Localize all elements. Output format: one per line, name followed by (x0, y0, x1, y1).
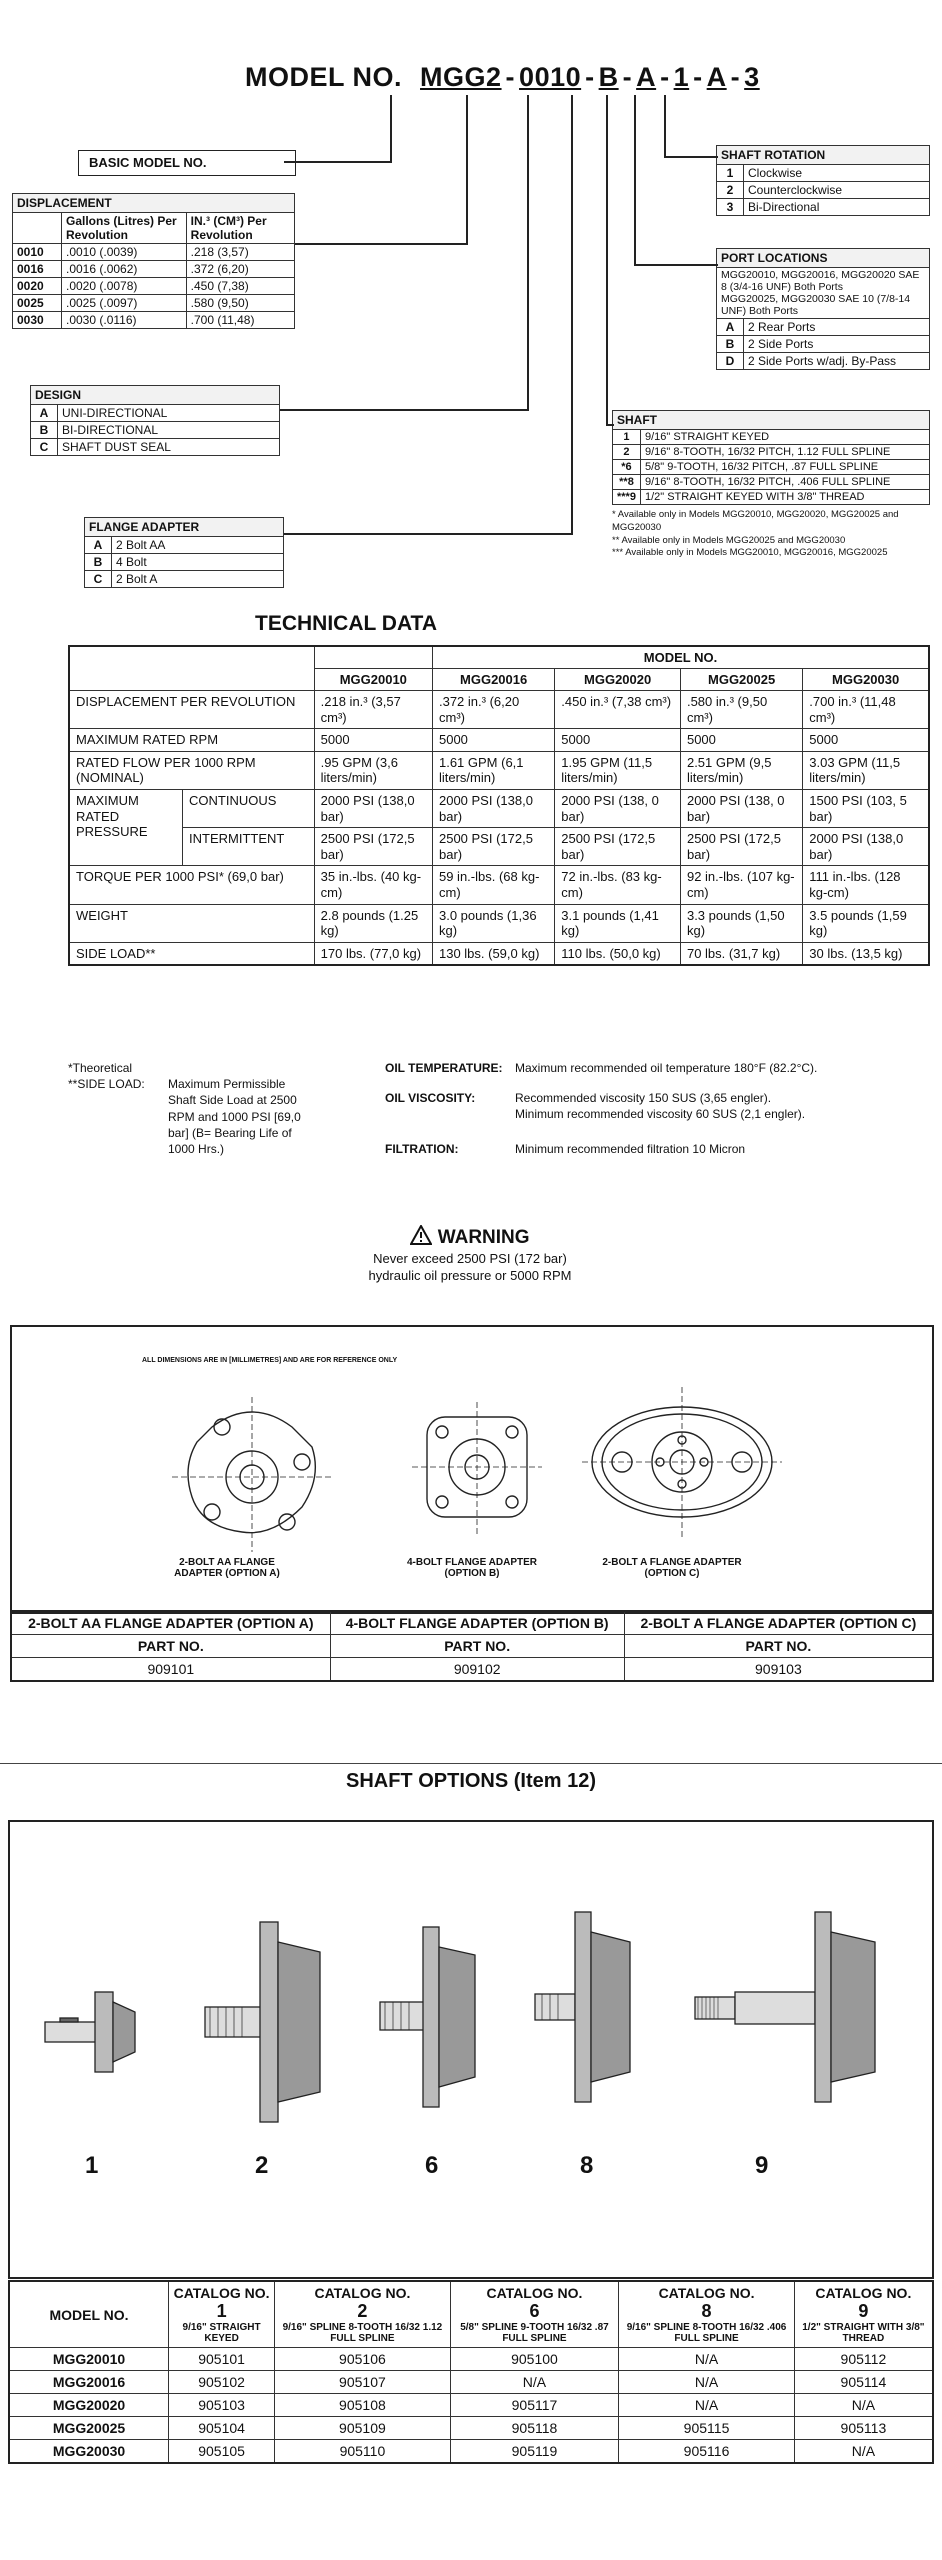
shaft-option-row (613, 475, 930, 490)
flange-part-number: 909102 (330, 1658, 624, 1682)
tech-row (69, 942, 929, 965)
catalog-value: 905105 (169, 2440, 275, 2464)
design-row (31, 405, 280, 422)
displacement-code: 0010 (13, 244, 62, 261)
catalog-value: 905112 (794, 2348, 933, 2371)
shaft-option-row (613, 445, 930, 460)
tech-cell: 1500 PSI (103, 5 bar) (803, 789, 929, 827)
catalog-value: N/A (619, 2348, 795, 2371)
catalog-value: 905115 (619, 2417, 795, 2440)
flange-adapter-row (85, 571, 284, 588)
catalog-model: MGG20016 (9, 2371, 169, 2394)
tech-row-label: SIDE LOAD** (69, 942, 314, 965)
shaft-drawing-2 (200, 1912, 330, 2132)
warning-line-1: Never exceed 2500 PSI (172 bar) (373, 1250, 567, 1266)
displacement-code: 0025 (13, 295, 62, 312)
shaft-option-row (613, 490, 930, 505)
port-location-label: 2 Side Ports (744, 336, 930, 353)
model-code-dash: - (585, 62, 595, 92)
flange-part-no-label: PART NO. (330, 1635, 624, 1658)
catalog-col-header (794, 2281, 933, 2348)
tech-model-header: MGG20025 (680, 669, 802, 691)
design-code: C (31, 439, 58, 456)
tech-cell: 2500 PSI (172,5 bar) (680, 828, 802, 866)
tech-cell: 2000 PSI (138,0 bar) (803, 828, 929, 866)
model-code-segment: 1 (673, 62, 690, 92)
tech-cell: 2500 PSI (172,5 bar) (314, 828, 432, 866)
catalog-value: 905102 (169, 2371, 275, 2394)
tech-cell: 2500 PSI (172,5 bar) (432, 828, 554, 866)
shaft-option-label: 1 (85, 2152, 99, 2179)
model-label: MODEL NO. (245, 62, 403, 92)
shaft-rotation-code: 1 (717, 165, 744, 182)
catalog-no-label: CATALOG NO. (173, 2285, 270, 2301)
catalog-no-label: CATALOG NO. (658, 2285, 755, 2301)
shaft-option-row (613, 430, 930, 445)
shaft-rotation-row (717, 165, 930, 182)
tech-cell: 5000 (314, 729, 432, 752)
catalog-col-desc: 9/16" SPLINE 8-TOOTH 16/32 1.12 FULL SPLINE (282, 2322, 443, 2344)
tech-cell: 2000 PSI (138,0 bar) (432, 789, 554, 827)
catalog-table (8, 2280, 934, 2464)
flange-adapter-box (84, 517, 284, 588)
flange-drawing-option-b (412, 1397, 542, 1547)
filtration-label: FILTRATION: (385, 1141, 459, 1156)
port-location-code: D (717, 353, 744, 370)
displacement-inches: .580 (9,50) (186, 295, 294, 312)
flange-table-header: 2-BOLT A FLANGE ADAPTER (OPTION C) (624, 1611, 933, 1635)
shaft-option-label: 9/16" 8-TOOTH, 16/32 PITCH, .406 FULL SPLINE (640, 475, 929, 490)
shaft-rotation-label: Bi-Directional (744, 199, 930, 216)
model-code-parts (418, 62, 762, 92)
catalog-value: 905106 (275, 2348, 451, 2371)
shaft-option-label: 8 (580, 2152, 594, 2179)
catalog-col-desc: 9/16" STRAIGHT KEYED (182, 2322, 261, 2344)
shaft-option-label: 9 (755, 2152, 769, 2179)
port-location-label: 2 Side Ports w/adj. By-Pass (744, 353, 930, 370)
basic-model-box (78, 150, 296, 176)
displacement-inches: .450 (7,38) (186, 278, 294, 295)
tech-cell: 2500 PSI (172,5 bar) (555, 828, 681, 866)
catalog-col-number: 8 (701, 2301, 712, 2321)
tech-cell: 3.03 GPM (11,5 liters/min) (803, 751, 929, 789)
shaft-rotation-code: 2 (717, 182, 744, 199)
catalog-value: 905118 (450, 2417, 619, 2440)
tech-notes-right (385, 1060, 930, 1157)
theoretical-note: *Theoretical (68, 1061, 133, 1075)
catalog-col-desc: 5/8" SPLINE 9-TOOTH 16/32 .87 FULL SPLINE (460, 2322, 609, 2344)
tech-cell: 170 lbs. (77,0 kg) (314, 942, 432, 965)
flange-part-no-label: PART NO. (11, 1635, 330, 1658)
technical-data-title: TECHNICAL DATA (255, 612, 437, 635)
filtration-text: Minimum recommended filtration 10 Micron (515, 1141, 746, 1156)
shaft-rotation-label: Clockwise (744, 165, 930, 182)
tech-row (69, 691, 929, 729)
displacement-col1: Gallons (Litres) Per Revolution (62, 213, 187, 244)
tech-model-header: MGG20020 (555, 669, 681, 691)
catalog-row (9, 2394, 933, 2417)
catalog-value: N/A (619, 2371, 795, 2394)
catalog-value: N/A (619, 2394, 795, 2417)
model-code-header (245, 62, 762, 93)
displacement-inches: .218 (3,57) (186, 244, 294, 261)
design-label: UNI-DIRECTIONAL (58, 405, 280, 422)
displacement-col2: IN.³ (CM³) Per Revolution (186, 213, 294, 244)
design-title: DESIGN (31, 386, 280, 405)
catalog-model: MGG20025 (9, 2417, 169, 2440)
displacement-code: 0020 (13, 278, 62, 295)
catalog-col-header (275, 2281, 451, 2348)
tech-row (69, 751, 929, 789)
tech-cell: 3.3 pounds (1,50 kg) (680, 904, 802, 942)
catalog-model-no: MODEL NO. (9, 2281, 169, 2348)
warning-block (340, 1225, 600, 1284)
shaft-box (612, 410, 930, 560)
flange-adapter-label: 2 Bolt A (112, 571, 284, 588)
catalog-value: 905101 (169, 2348, 275, 2371)
tech-cell: .95 GPM (3,6 liters/min) (314, 751, 432, 789)
tech-cell: 3.1 pounds (1,41 kg) (555, 904, 681, 942)
catalog-no-label: CATALOG NO. (486, 2285, 583, 2301)
catalog-col-number: 2 (357, 2301, 368, 2321)
tech-cell: 3.5 pounds (1,59 kg) (803, 904, 929, 942)
tech-cell: 130 lbs. (59,0 kg) (432, 942, 554, 965)
tech-row (69, 789, 929, 827)
shaft-drawing-6 (375, 1917, 485, 2117)
shaft-rotation-code: 3 (717, 199, 744, 216)
oil-temp-label: OIL TEMPERATURE: (385, 1061, 503, 1075)
model-code-segment: MGG2 (420, 62, 502, 92)
shaft-options-panel (8, 1820, 934, 2279)
model-code-dash: - (622, 62, 633, 92)
flange-caption-a: 2-BOLT AA FLANGE ADAPTER (OPTION A) (174, 1557, 280, 1579)
design-code: B (31, 422, 58, 439)
catalog-value: N/A (794, 2440, 933, 2464)
model-code-segment: 3 (744, 62, 760, 92)
catalog-col-number: 9 (858, 2301, 869, 2321)
port-location-row (717, 319, 930, 336)
shaft-options-rule (0, 1763, 942, 1764)
shaft-option-code: *6 (613, 460, 641, 475)
port-location-row (717, 353, 930, 370)
catalog-col-header (450, 2281, 619, 2348)
flange-drawing-panel (10, 1325, 934, 1614)
tech-cell: 5000 (555, 729, 681, 752)
tech-cell: .450 in.³ (7,38 cm³) (555, 691, 681, 729)
tech-model-no: MODEL NO. (432, 646, 929, 669)
shaft-options-title: SHAFT OPTIONS (Item 12) (345, 1770, 597, 1792)
tech-row (69, 866, 929, 904)
tech-cell: 2.8 pounds (1.25 kg) (314, 904, 432, 942)
tech-cell: 2000 PSI (138, 0 bar) (680, 789, 802, 827)
port-location-code: A (717, 319, 744, 336)
tech-cell: 111 in.-lbs. (128 kg-cm) (803, 866, 929, 904)
port-note-1: MGG20010, MGG20016, MGG20020 SAE 8 (3/4-16 UNF) Both Ports (721, 269, 920, 293)
catalog-col-number: 1 (216, 2301, 227, 2321)
shaft-option-code: 2 (613, 445, 641, 460)
catalog-row (9, 2371, 933, 2394)
catalog-value: N/A (450, 2371, 619, 2394)
catalog-value: N/A (794, 2394, 933, 2417)
shaft-option-code: 1 (613, 430, 641, 445)
basic-model-label: BASIC MODEL NO. (89, 155, 207, 170)
design-row (31, 439, 280, 456)
model-code-segment: A (706, 62, 727, 92)
displacement-row (13, 278, 295, 295)
catalog-value: 905109 (275, 2417, 451, 2440)
tech-model-header: MGG20030 (803, 669, 929, 691)
displacement-inches: .700 (11,48) (186, 312, 294, 329)
displacement-gallons: .0030 (.0116) (62, 312, 187, 329)
design-box (30, 385, 280, 456)
flange-table-header: 2-BOLT AA FLANGE ADAPTER (OPTION A) (11, 1611, 330, 1635)
displacement-gallons: .0010 (.0039) (62, 244, 187, 261)
technical-data-table (68, 645, 930, 966)
oil-visc-label: OIL VISCOSITY: (385, 1091, 476, 1106)
flange-part-no-label: PART NO. (624, 1635, 933, 1658)
model-code-segment: A (636, 62, 657, 92)
shaft-option-label: 9/16" STRAIGHT KEYED (640, 430, 929, 445)
flange-part-number: 909103 (624, 1658, 933, 1682)
shaft-option-code: ***9 (613, 490, 641, 505)
tech-row-label: DISPLACEMENT PER REVOLUTION (69, 691, 314, 729)
shaft-rotation-row (717, 182, 930, 199)
tech-cell: 5000 (803, 729, 929, 752)
tech-cell: 59 in.-lbs. (68 kg-cm) (432, 866, 554, 904)
tech-row-label: MAXIMUM RATED RPM (69, 729, 314, 752)
displacement-gallons: .0016 (.0062) (62, 261, 187, 278)
flange-drawing-option-a (152, 1387, 352, 1557)
tech-row-sublabel: CONTINUOUS (183, 789, 315, 827)
flange-adapter-code: B (85, 554, 112, 571)
tech-notes-left (68, 1060, 308, 1157)
tech-cell: .218 in.³ (3,57 cm³) (314, 691, 432, 729)
design-label: SHAFT DUST SEAL (58, 439, 280, 456)
model-code-segment: 0010 (519, 62, 582, 92)
shaft-option-label: 6 (425, 2152, 439, 2179)
catalog-col-number: 6 (529, 2301, 540, 2321)
catalog-value: 905108 (275, 2394, 451, 2417)
model-code-segment: B (598, 62, 619, 92)
tech-row (69, 828, 929, 866)
catalog-value: 905113 (794, 2417, 933, 2440)
warning-line-2: hydraulic oil pressure or 5000 RPM (368, 1267, 572, 1283)
displacement-row (13, 244, 295, 261)
shaft-drawing-1 (40, 1952, 150, 2112)
catalog-value: 905110 (275, 2440, 451, 2464)
flange-adapter-label: 4 Bolt (112, 554, 284, 571)
displacement-code: 0030 (13, 312, 62, 329)
tech-cell: .700 in.³ (11,48 cm³) (803, 691, 929, 729)
tech-row (69, 729, 929, 752)
flange-adapter-title: FLANGE ADAPTER (85, 518, 284, 537)
model-code-dash: - (505, 62, 516, 92)
tech-row-label: RATED FLOW PER 1000 RPM (NOMINAL) (69, 751, 314, 789)
port-locations-title: PORT LOCATIONS (717, 249, 930, 268)
shaft-option-row (613, 460, 930, 475)
displacement-gallons: .0020 (.0078) (62, 278, 187, 295)
port-note-2: MGG20025, MGG20030 SAE 10 (7/8-14 UNF) Both Ports (721, 293, 911, 317)
warning-title: WARNING (437, 1227, 530, 1248)
tech-model-header: MGG20010 (314, 669, 432, 691)
catalog-no-label: CATALOG NO. (815, 2285, 912, 2301)
catalog-value: 905116 (619, 2440, 795, 2464)
catalog-value: 905100 (450, 2348, 619, 2371)
displacement-code: 0016 (13, 261, 62, 278)
tech-cell: 2000 PSI (138, 0 bar) (555, 789, 681, 827)
catalog-model: MGG20030 (9, 2440, 169, 2464)
catalog-value: 905103 (169, 2394, 275, 2417)
port-location-row (717, 336, 930, 353)
flange-part-table (10, 1610, 934, 1682)
tech-cell: 72 in.-lbs. (83 kg-cm) (555, 866, 681, 904)
shaft-drawing-8 (530, 1902, 640, 2112)
tech-row-label: WEIGHT (69, 904, 314, 942)
catalog-col-header (619, 2281, 795, 2348)
catalog-value: 905119 (450, 2440, 619, 2464)
flange-table-header: 4-BOLT FLANGE ADAPTER (OPTION B) (330, 1611, 624, 1635)
catalog-no-label: CATALOG NO. (314, 2285, 411, 2301)
catalog-row (9, 2440, 933, 2464)
side-load-text: Maximum Permissible Shaft Side Load at 2500 RPM and 1000 PSI [69,0 bar] (B= Bearing Life of 1000 Hrs.) (168, 1077, 301, 1156)
port-locations-box (716, 248, 930, 370)
tech-cell: 5000 (680, 729, 802, 752)
tech-cell: 70 lbs. (31,7 kg) (680, 942, 802, 965)
tech-row-sublabel: INTERMITTENT (183, 828, 315, 866)
shaft-option-label: 9/16" 8-TOOTH, 16/32 PITCH, 1.12 FULL SPLINE (640, 445, 929, 460)
catalog-row (9, 2348, 933, 2371)
flange-adapter-row (85, 537, 284, 554)
flange-adapter-code: C (85, 571, 112, 588)
flange-part-number: 909101 (11, 1658, 330, 1682)
side-load-label: **SIDE LOAD: (68, 1077, 145, 1092)
catalog-value: 905104 (169, 2417, 275, 2440)
design-row (31, 422, 280, 439)
displacement-row (13, 312, 295, 329)
warning-icon (410, 1225, 432, 1245)
port-location-label: 2 Rear Ports (744, 319, 930, 336)
tech-cell: 30 lbs. (13,5 kg) (803, 942, 929, 965)
tech-cell: .372 in.³ (6,20 cm³) (432, 691, 554, 729)
tech-cell: 2.51 GPM (9,5 liters/min) (680, 751, 802, 789)
catalog-value: 905107 (275, 2371, 451, 2394)
displacement-title: DISPLACEMENT (13, 194, 295, 213)
displacement-row (13, 295, 295, 312)
tech-model-header: MGG20016 (432, 669, 554, 691)
displacement-inches: .372 (6,20) (186, 261, 294, 278)
displacement-box (12, 193, 295, 329)
oil-temp-text: Maximum recommended oil temperature 180°F (82.2°C). (515, 1061, 818, 1075)
tech-cell: .580 in.³ (9,50 cm³) (680, 691, 802, 729)
design-code: A (31, 405, 58, 422)
catalog-model: MGG20010 (9, 2348, 169, 2371)
shaft-footnote: ** Available only in Models MGG20025 and MGG20030 (612, 534, 846, 546)
catalog-row (9, 2417, 933, 2440)
tech-row-label: TORQUE PER 1000 PSI* (69,0 bar) (69, 866, 314, 904)
catalog-col-header (169, 2281, 275, 2348)
shaft-option-label: 5/8" 9-TOOTH, 16/32 PITCH, .87 FULL SPLINE (640, 460, 929, 475)
tech-cell: 110 lbs. (50,0 kg) (555, 942, 681, 965)
dimensions-note: ALL DIMENSIONS ARE IN [MILLIMETRES] AND ARE FOR REFERENCE ONLY (142, 1357, 398, 1364)
tech-row-label: MAXIMUM RATED PRESSURE (69, 789, 183, 865)
tech-cell: 1.95 GPM (11,5 liters/min) (555, 751, 681, 789)
catalog-col-desc: 1/2" STRAIGHT WITH 3/8" THREAD (802, 2322, 925, 2344)
shaft-footnote: * Available only in Models MGG20010, MGG20020, MGG20025 and MGG20030 (612, 509, 899, 533)
shaft-option-label: 2 (255, 2152, 269, 2179)
catalog-col-desc: 9/16" SPLINE 8-TOOTH 16/32 .406 FULL SPLINE (626, 2322, 787, 2344)
tech-cell: 35 in.-lbs. (40 kg-cm) (314, 866, 432, 904)
flange-adapter-row (85, 554, 284, 571)
tech-cell: 1.61 GPM (6,1 liters/min) (432, 751, 554, 789)
model-code-dash: - (693, 62, 703, 92)
oil-visc-text-1: Recommended viscosity 150 SUS (3,65 engler). (515, 1091, 772, 1106)
shaft-option-code: **8 (613, 475, 641, 490)
tech-row (69, 904, 929, 942)
catalog-value: 905114 (794, 2371, 933, 2394)
model-code-dash: - (660, 62, 670, 92)
flange-drawing-option-c (582, 1382, 782, 1542)
shaft-rotation-title: SHAFT ROTATION (717, 146, 930, 165)
tech-cell: 92 in.-lbs. (107 kg-cm) (680, 866, 802, 904)
catalog-model: MGG20020 (9, 2394, 169, 2417)
shaft-option-label: 1/2" STRAIGHT KEYED WITH 3/8" THREAD (640, 490, 929, 505)
displacement-row (13, 261, 295, 278)
shaft-rotation-box (716, 145, 930, 216)
oil-visc-text-2: Minimum recommended viscosity 60 SUS (2,1 engler). (515, 1107, 806, 1122)
shaft-footnote: *** Available only in Models MGG20010, MGG20016, MGG20025 (612, 547, 888, 559)
shaft-title: SHAFT (613, 411, 930, 430)
port-location-code: B (717, 336, 744, 353)
flange-caption-c: 2-BOLT A FLANGE ADAPTER (OPTION C) (602, 1557, 742, 1579)
tech-cell: 3.0 pounds (1,36 kg) (432, 904, 554, 942)
model-code-dash: - (730, 62, 741, 92)
tech-cell: 5000 (432, 729, 554, 752)
shaft-rotation-label: Counterclockwise (744, 182, 930, 199)
flange-caption-b: 4-BOLT FLANGE ADAPTER (OPTION B) (407, 1557, 537, 1579)
tech-cell: 2000 PSI (138,0 bar) (314, 789, 432, 827)
flange-adapter-label: 2 Bolt AA (112, 537, 284, 554)
design-label: BI-DIRECTIONAL (58, 422, 280, 439)
shaft-drawing-9 (690, 1902, 890, 2112)
shaft-rotation-row (717, 199, 930, 216)
catalog-value: 905117 (450, 2394, 619, 2417)
displacement-gallons: .0025 (.0097) (62, 295, 187, 312)
flange-adapter-code: A (85, 537, 112, 554)
